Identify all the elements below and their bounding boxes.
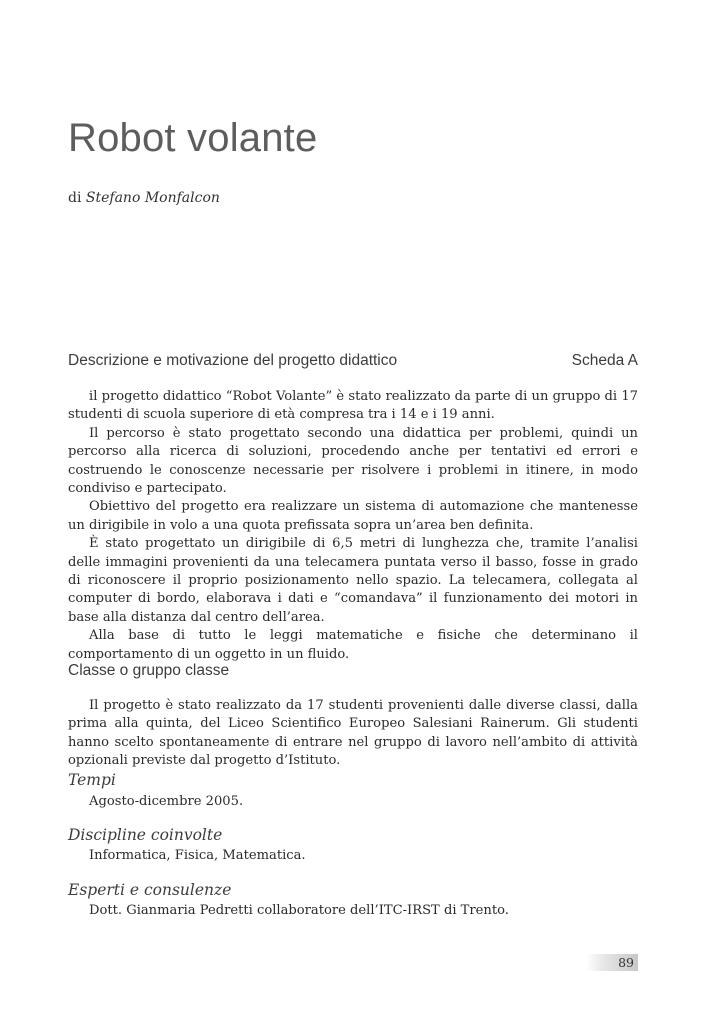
byline-prefix: di	[68, 190, 82, 206]
class-text	[68, 697, 638, 771]
esperti-label: Esperti e consulenze	[68, 881, 232, 899]
paragraph: È stato progettato un dirigibile di 6,5 metri di lunghezza che, tramite l’analisi delle immagini provenienti da una telecamera puntata verso il basso, fosse in grado di riconoscere il proprio posizionamento nello spazio. La telecamera, collegata al computer di bordo, elaborava i dati e “comandava” il funzionamento dei motori in base alla distanza dal centro dell’area.	[68, 536, 638, 625]
paragraph: Obiettivo del progetto era realizzare un sistema di automazione che mantenesse un dirigibile in volo a una quota prefissata sopra un’area ben definita.	[68, 499, 638, 533]
tempi-value: Agosto-dicembre 2005.	[89, 794, 244, 809]
esperti-value: Dott. Gianmaria Pedretti collaboratore dell’ITC-IRST di Trento.	[89, 903, 509, 918]
discipline-label: Discipline coinvolte	[68, 826, 223, 844]
scheda-tag: Scheda A	[571, 352, 638, 369]
paragraph: Il progetto è stato realizzato da 17 studenti provenienti dalle diverse classi, dalla prima alla quinta, del Liceo Scientifico Europeo Salesiani Rainerum. Gli studenti hanno scelto spontaneamente di entrare nel gruppo di lavoro nell’ambito di attività opzionali previste dal progetto d’Istituto.	[68, 698, 638, 769]
section-heading-description	[68, 352, 638, 370]
paragraph: Alla base di tutto le leggi matematiche e fisiche che determinano il comportamento di un oggetto in un fluido.	[68, 628, 638, 662]
section-heading-text: Descrizione e motivazione del progetto didattico	[68, 352, 398, 369]
section-heading-class	[68, 662, 638, 680]
page-number: 89	[586, 954, 638, 971]
paragraph: Il percorso è stato progettato secondo una didattica per problemi, quindi un percorso alla ricerca di soluzioni, procedendo anche per tentativi ed errori e costruendo le conoscenze necessarie per risolvere i problemi in itinere, in modo condiviso e partecipato.	[68, 425, 638, 497]
paragraph: il progetto didattico “Robot Volante” è stato realizzato da parte di un gruppo di 17 studenti di scuola superiore di età compresa tra i 14 e i 19 anni.	[68, 389, 638, 423]
discipline-value: Informatica, Fisica, Matematica.	[89, 848, 306, 863]
page-title: Robot volante	[68, 116, 318, 160]
description-text	[68, 388, 638, 664]
section-heading-text: Classe o gruppo classe	[68, 662, 230, 679]
tempi-label: Tempi	[68, 771, 116, 789]
author-name: Stefano Monfalcon	[85, 190, 220, 206]
byline	[68, 190, 220, 206]
